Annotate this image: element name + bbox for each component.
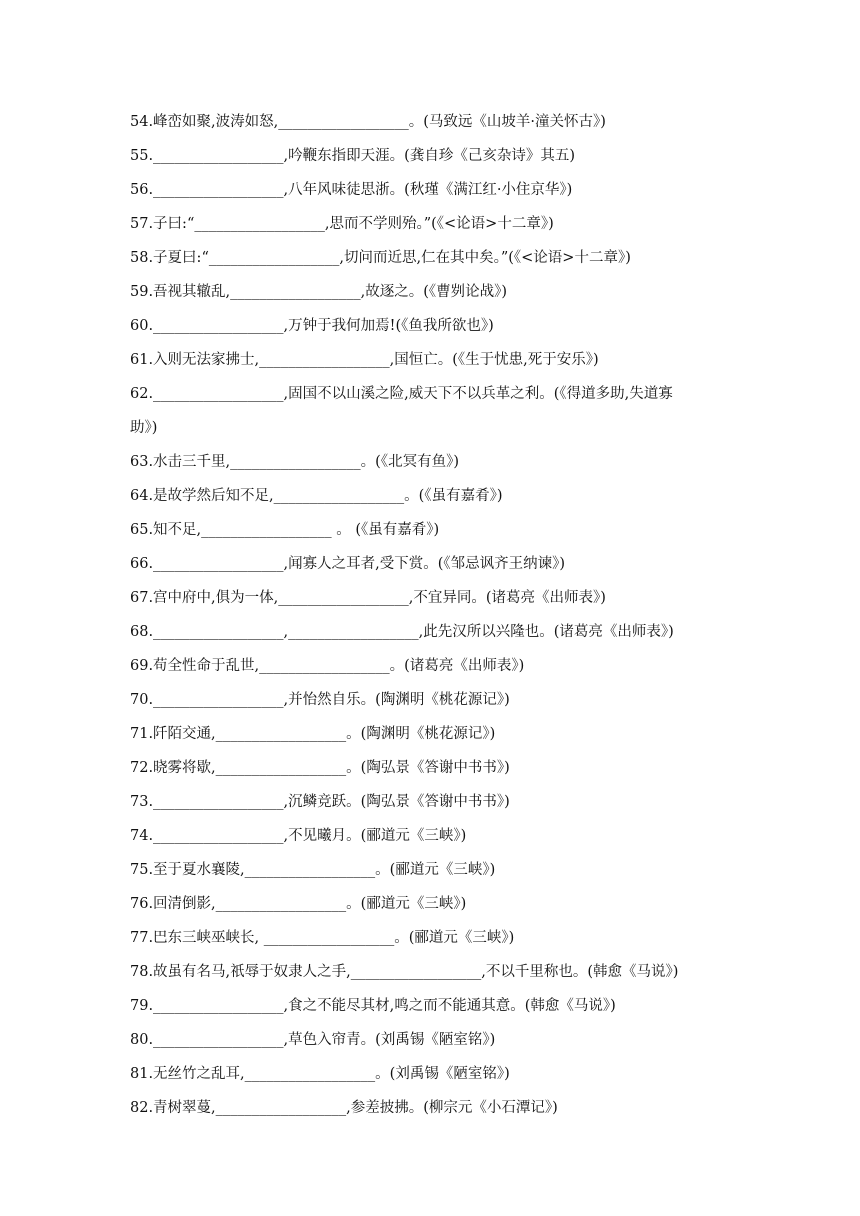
question-63: 63.水击三千里,__________________。(《北冥有鱼》) [130, 454, 459, 470]
question-62-continuation: 助》) [130, 420, 158, 436]
question-62: 62.__________________,固国不以山溪之险,威天下不以兵革之利。(《得道多助,失道寡 [130, 386, 673, 402]
question-67: 67.宫中府中,俱为一体,__________________,不宜异同。(诸葛亮《出师表》) [130, 590, 606, 606]
question-82: 82.青树翠蔓,__________________,参差披拂。(柳宗元《小石潭记》) [130, 1100, 558, 1116]
question-70: 70.__________________,并怡然自乐。(陶渊明《桃花源记》) [130, 692, 510, 708]
question-78: 78.故虽有名马,祇辱于奴隶人之手,__________________,不以千里称也。(韩愈《马说》) [130, 964, 679, 980]
question-69: 69.苟全性命于乱世,__________________。(诸葛亮《出师表》) [130, 658, 525, 674]
question-60: 60.__________________,万钟于我何加焉!(《鱼我所欲也》) [130, 318, 494, 334]
question-76: 76.回清倒影,__________________。(郦道元《三峡》) [130, 896, 467, 912]
question-58: 58.子夏曰:“__________________,切问而近思,仁在其中矣。”(《<论语>十二章》) [130, 250, 631, 266]
question-66: 66.__________________,闻寡人之耳者,受下赏。(《邹忌讽齐王纳谏》) [130, 556, 566, 572]
question-72: 72.晓雾将歇,__________________。(陶弘景《答谢中书书》) [130, 760, 510, 776]
question-59: 59.吾视其辙乱,__________________,故逐之。(《曹刿论战》) [130, 284, 508, 300]
question-77: 77.巴东三峡巫峡长, __________________。(郦道元《三峡》) [130, 930, 515, 946]
question-list [130, 109, 740, 1129]
question-74: 74.__________________,不见曦月。(郦道元《三峡》) [130, 828, 467, 844]
question-56: 56.__________________,八年风味徒思浙。(秋瑾《满江红·小住京华》) [130, 182, 573, 198]
question-79: 79.__________________,食之不能尽其材,鸣之而不能通其意。(韩愈《马说》) [130, 998, 616, 1014]
question-68: 68.__________________,__________________,此先汉所以兴隆也。(诸葛亮《出师表》) [130, 624, 674, 640]
question-80: 80.__________________,草色入帘青。(刘禹锡《陋室铭》) [130, 1032, 496, 1048]
question-73: 73.__________________,沉鳞竞跃。(陶弘景《答谢中书书》) [130, 794, 510, 810]
question-71: 71.阡陌交通,__________________。(陶渊明《桃花源记》) [130, 726, 496, 742]
question-61: 61.入则无法家拂士,__________________,国恒亡。(《生于忧患,死于安乐》) [130, 352, 599, 368]
question-54: 54.峰峦如聚,波涛如怒,__________________。(马致远《山坡羊·潼关怀古》) [130, 114, 606, 130]
question-81: 81.无丝竹之乱耳,__________________。(刘禹锡《陋室铭》) [130, 1066, 510, 1082]
question-65: 65.知不足,__________________ 。 (《虽有嘉肴》) [130, 522, 440, 538]
question-55: 55.__________________,吟鞭东指即天涯。(龚自珍《己亥杂诗》其五) [130, 148, 575, 164]
question-75: 75.至于夏水襄陵,__________________。(郦道元《三峡》) [130, 862, 496, 878]
question-64: 64.是故学然后知不足,__________________。(《虽有嘉肴》) [130, 488, 503, 504]
question-57: 57.子曰:“__________________,思而不学则殆。”(《<论语>十二章》) [130, 216, 554, 232]
